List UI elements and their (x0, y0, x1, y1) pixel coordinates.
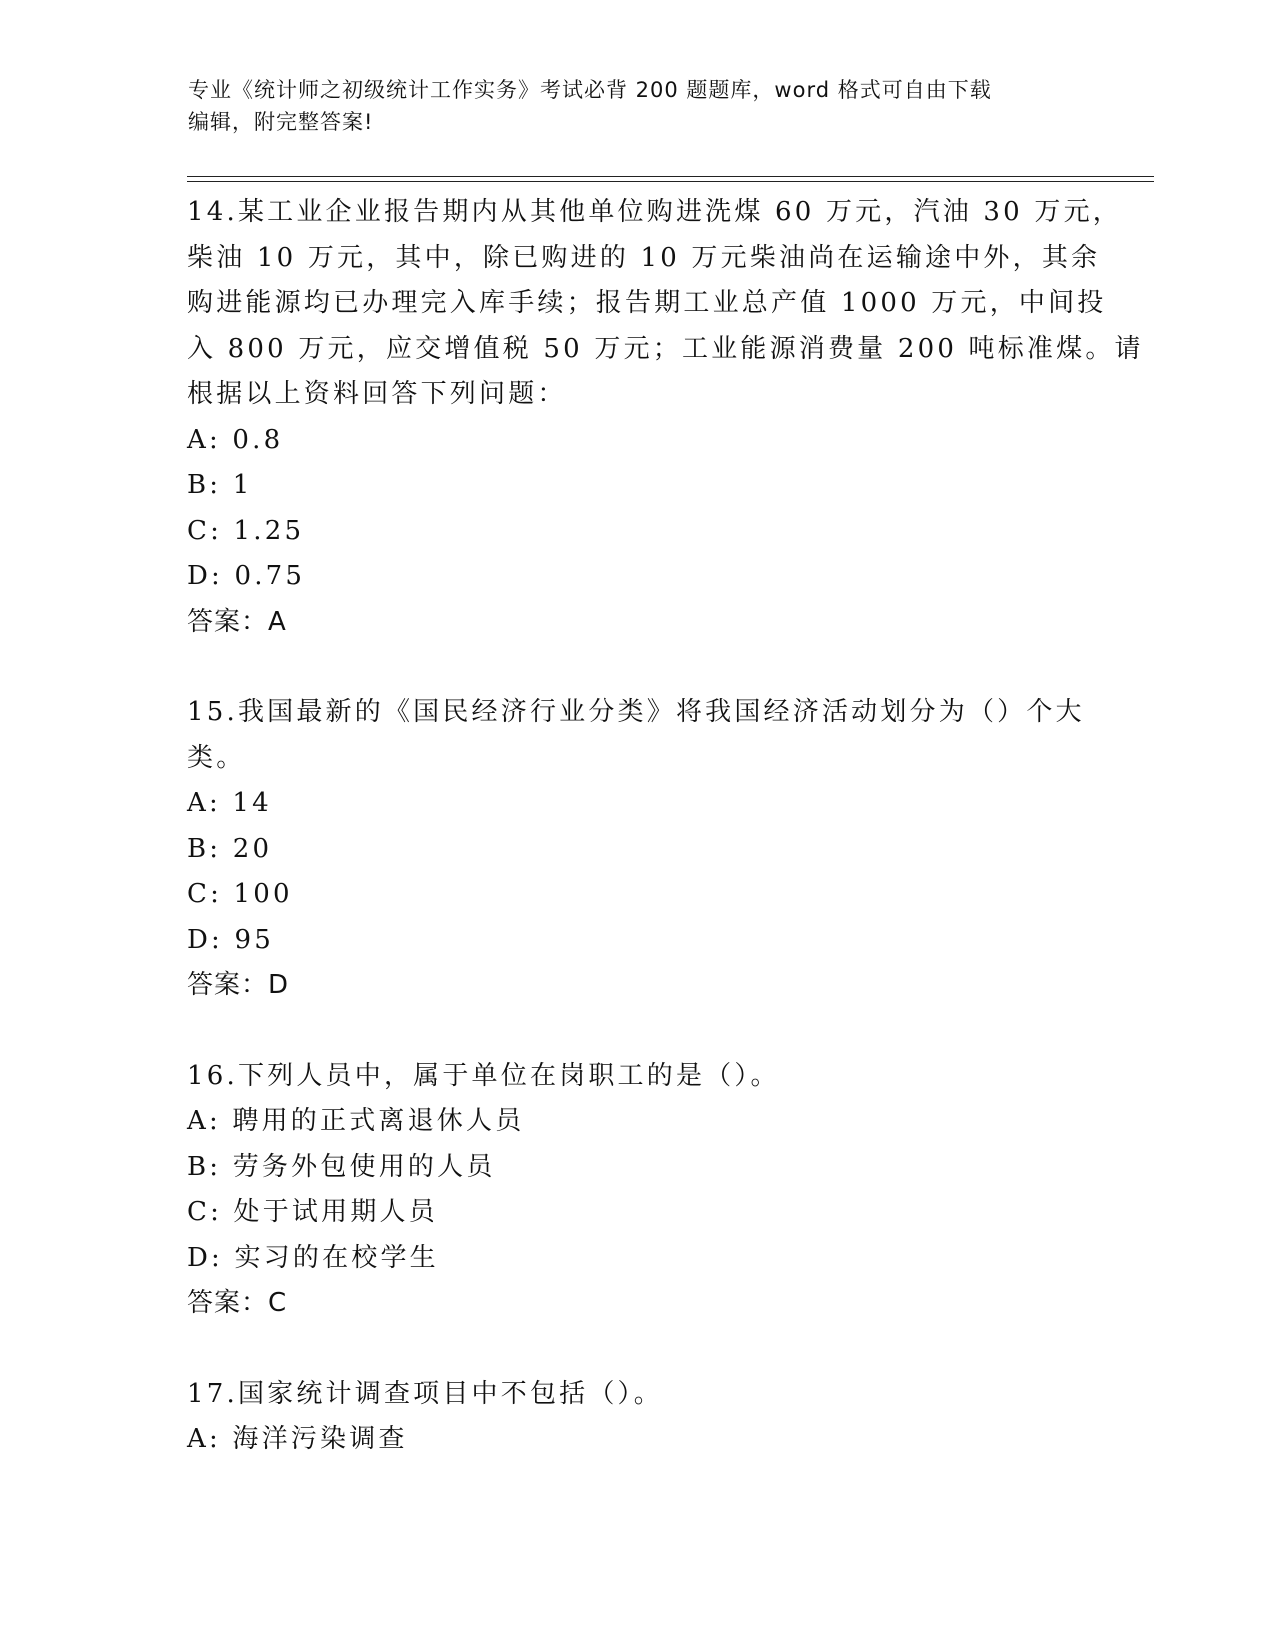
stem-line: 购进能源均已办理完入库手续；报告期工业总产值 1000 万元，中间投 (187, 288, 1107, 318)
option-c: C: 100 (187, 879, 293, 909)
header-rule-top (187, 176, 1154, 177)
answer-line: 答案：A (187, 606, 287, 637)
header-line-2: 编辑，附完整答案! (188, 110, 374, 134)
question-list (187, 190, 1144, 1463)
option-a: A: 14 (187, 788, 272, 818)
option-d: D: 0.75 (187, 561, 306, 591)
stem-line: 15.我国最新的《国民经济行业分类》将我国经济活动划分为（）个大 (187, 697, 1085, 727)
question-stem (187, 1054, 1087, 1100)
stem-line: 类。 (187, 742, 246, 773)
answer-line: 答案：D (187, 970, 290, 1000)
question-spacer (187, 1327, 1087, 1372)
stem-line: 14.某工业企业报告期内从其他单位购进洗煤 60 万元，汽油 30 万元， (187, 197, 1122, 227)
stem-line: 16.下列人员中，属于单位在岗职工的是（）。 (187, 1060, 780, 1091)
option-b: B: 1 (187, 470, 253, 500)
header-rule-bottom (187, 181, 1154, 182)
option-a: A: 0.8 (187, 424, 284, 455)
option-c: C: 处于试用期人员 (187, 1197, 438, 1227)
answer-line: 答案：C (187, 1288, 288, 1318)
option-d: D: 实习的在校学生 (187, 1242, 439, 1273)
document-header (188, 74, 1088, 138)
question-16 (187, 1054, 1087, 1327)
option-c: C: 1.25 (187, 515, 305, 546)
header-line-1: 专业《统计师之初级统计工作实务》考试必背 200 题题库，word 格式可自由下载 (188, 78, 992, 102)
stem-line: 入 800 万元，应交增值税 50 万元；工业能源消费量 200 吨标准煤。请 (187, 333, 1144, 364)
question-stem (187, 190, 1144, 418)
question-stem (187, 1372, 1087, 1418)
question-stem (187, 690, 1087, 781)
option-b: B: 20 (187, 833, 273, 864)
option-d: D: 95 (187, 924, 274, 955)
question-spacer (187, 1009, 1087, 1054)
question-14 (187, 190, 1144, 645)
option-a: A: 海洋污染调查 (187, 1424, 408, 1454)
question-spacer (187, 645, 1087, 690)
question-17 (187, 1372, 1087, 1463)
option-b: B: 劳务外包使用的人员 (187, 1151, 496, 1182)
stem-line: 17.国家统计调查项目中不包括（）。 (187, 1378, 663, 1409)
question-15 (187, 690, 1087, 1009)
stem-line: 根据以上资料回答下列问题： (187, 379, 567, 409)
option-a: A: 聘用的正式离退休人员 (187, 1106, 525, 1136)
stem-line: 柴油 10 万元，其中，除已购进的 10 万元柴油尚在运输途中外，其余 (187, 242, 1101, 273)
